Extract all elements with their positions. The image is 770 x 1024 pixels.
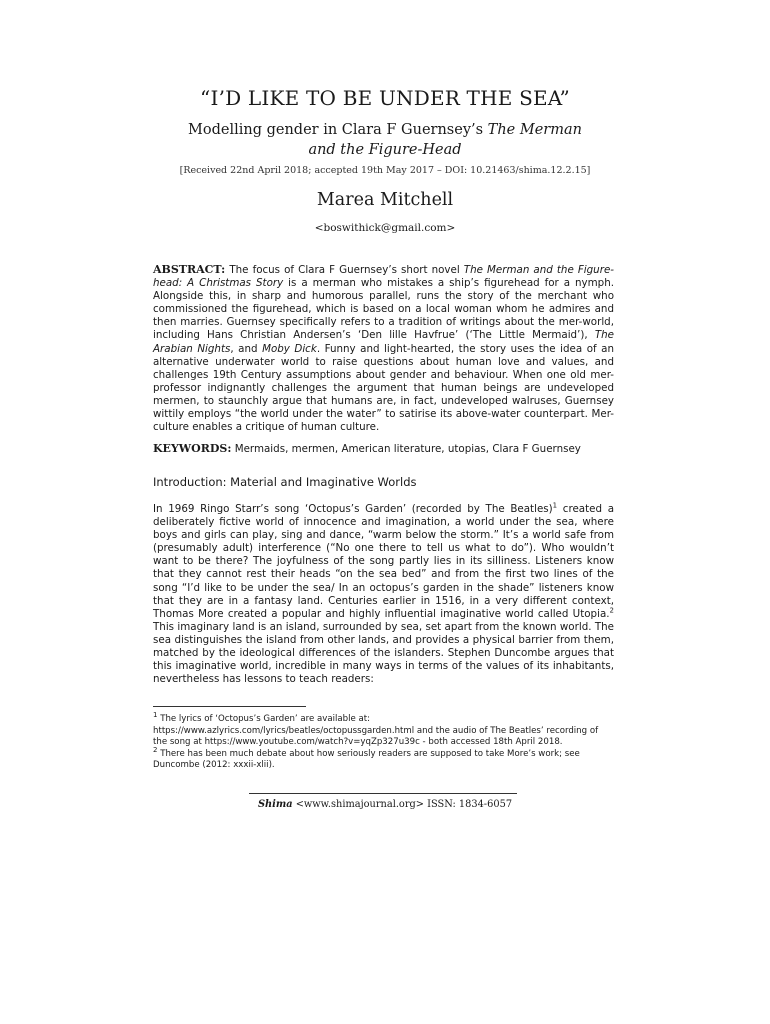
body-paragraph <box>153 503 614 686</box>
abstract-text-4: . Funny and light-hearted, the story uses the idea of an alternative underwater world to raise questions about human love and values, and challenges 19th Century assumptions about gender and behaviour. When one old mer-professor indignantly challenges the argument that human beings are undeveloped mermen, to staunchly argue that humans are, in fact, undeveloped walruses, Guernsey wittily employs “the world under the water” to satirise its above-water counterpart. Mer-culture enables a critique of human culture. <box>153 342 614 434</box>
author-name: Marea Mitchell <box>316 190 454 210</box>
abstract-italic-3: Moby Dick <box>262 342 317 355</box>
keywords-label: KEYWORDS: <box>153 442 232 455</box>
footnote-text: The lyrics of ‘Octopus’s Garden’ are available at: https://www.azlyrics.com/lyrics/beatles/octopussgarden.html and the audio of The Beatles’ recording of the song at https://www.youtube.com/watch?v=yqZp327u39c - both accessed 18th April 2018. <box>153 714 599 747</box>
body-text-3: This imaginary land is an island, surrounded by sea, set apart from the known world. The sea distinguishes the island from other lands, and provides a physical barrier from them, matched by the ideological differences of the islanders. Stephen Duncombe argues that this imaginative world, incredible in many ways in terms of the values of its inhabitants, nevertheless has lessons to teach readers: <box>153 620 614 686</box>
body-text-2: created a deliberately fictive world of innocence and imagination, a world under the sea, where boys and girls can play, sing and dance, “warm below the storm.” It’s a world safe from (presumably adult) interference (“No one there to tell us what to do”). Who wouldn’t want to be there? The joyfulness of the song partly lies in its silliness. Listeners know that they cannot rest their heads “on the sea bed” and from the first two lines of the song “I’d like to be under the sea/ In an octopus’s garden in the shade” listeners know that they are in a fantasy land. Centuries earlier in 1516, in a very different context, Thomas More created a popular and highly influential imaginative world called Utopia. <box>153 503 615 620</box>
footnote-ref-2[interactable]: 2 <box>609 606 614 615</box>
journal-name: Shima <box>257 799 293 810</box>
subtitle-text: Modelling gender in Clara F Guernsey’s <box>188 122 488 138</box>
keywords <box>153 442 614 456</box>
abstract-text-1: The focus of Clara F Guernsey’s short novel <box>225 264 464 276</box>
footnote-1 <box>153 711 614 749</box>
subtitle-italic: The Merman and the Figure-Head <box>308 122 582 158</box>
abstract-text-3: , and <box>230 342 263 355</box>
abstract-italic-1: The Merman and the Figure-head: A Christmas Story <box>153 264 614 290</box>
article-title: “I’D LIKE TO BE UNDER THE SEA” <box>200 86 570 110</box>
author-email[interactable]: <boswithick@gmail.com> <box>314 222 456 234</box>
abstract-text-2: is a merman who mistakes a ship’s figurehead for a nymph. Alongside this, in sharp and humorous parallel, runs the story of the merchant who commissioned the figurehead, which is based on a local woman whom he admires and then marries. Guernsey specifically refers to a tradition of writings about the mer-world, including Hans Christian Andersen’s ‘Den lille Havfrue’ (‘The Little Mermaid’), <box>153 277 614 342</box>
footnote-number: 1 <box>153 711 158 720</box>
journal-info: <www.shimajournal.org> ISSN: 1834-6057 <box>292 799 513 810</box>
footnote-number: 2 <box>153 745 158 754</box>
journal-divider <box>249 793 517 794</box>
article-subtitle <box>185 120 585 160</box>
footnote-divider <box>153 706 306 707</box>
abstract-italic-2: The Arabian Nights <box>153 329 614 355</box>
body-text-1: In 1969 Ringo Starr’s song ‘Octopus’s Garden’ (recorded by The Beatles) <box>153 503 553 515</box>
footnote-ref-1[interactable]: 1 <box>552 501 558 510</box>
keywords-text: Mermaids, mermen, American literature, utopias, Clara F Guernsey <box>231 443 581 455</box>
received-info: [Received 22nd April 2018; accepted 19th May 2017 – DOI: 10.21463/shima.12.2.15] <box>179 165 591 176</box>
section-heading: Introduction: Material and Imaginative Worlds <box>153 475 417 489</box>
footnote-2 <box>153 745 614 772</box>
journal-footer <box>0 799 770 810</box>
footnote-text: There has been much debate about how seriously readers are supposed to take More’s work; see Duncombe (2012: xxxii-xlii). <box>153 748 580 770</box>
abstract <box>153 263 614 434</box>
footnotes <box>153 711 614 772</box>
abstract-label: ABSTRACT: <box>153 263 226 276</box>
